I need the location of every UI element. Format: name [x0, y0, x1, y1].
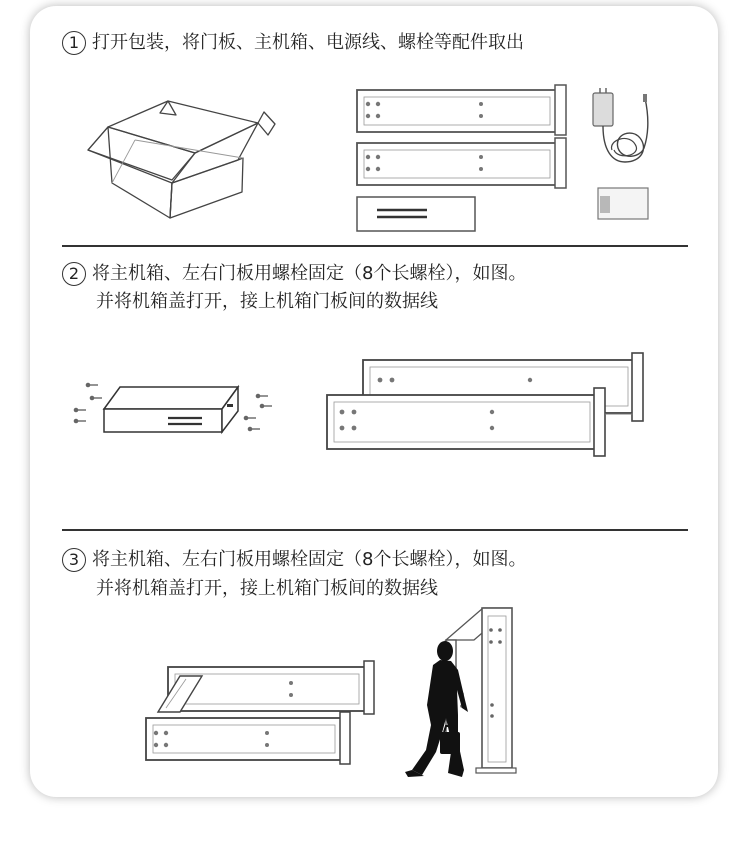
- step-3-text-line1: 将主机箱、左右门板用螺栓固定（8个长螺栓），如图。: [92, 549, 527, 570]
- door-panel-icon: [146, 712, 350, 764]
- host-box-icon: [357, 197, 475, 231]
- box-icon: [88, 101, 275, 218]
- step-2-text-line2: 并将机箱盖打开，接上机箱门板间的数据线: [96, 291, 438, 312]
- door-panel-icon: [168, 661, 374, 714]
- door-panel-icon: [357, 138, 566, 188]
- step-1-number: 1: [62, 31, 86, 55]
- door-panel-icon: [357, 85, 566, 135]
- step-3-text-line2: 并将机箱盖打开，接上机箱门板间的数据线: [96, 578, 438, 599]
- bolt-pack-icon: [598, 188, 648, 219]
- step-2-number: 2: [62, 262, 86, 286]
- person-silhouette-icon: [405, 641, 468, 777]
- step-3-number: 3: [62, 548, 86, 572]
- door-panel-icon: [327, 388, 633, 456]
- power-adapter-icon: [593, 88, 648, 162]
- host-box-icon: [104, 387, 238, 432]
- step-2-text-line1: 将主机箱、左右门板用螺栓固定（8个长螺栓），如图。: [92, 263, 527, 284]
- step-1-text: 打开包装，将门板、主机箱、电源线、螺栓等配件取出: [92, 32, 524, 53]
